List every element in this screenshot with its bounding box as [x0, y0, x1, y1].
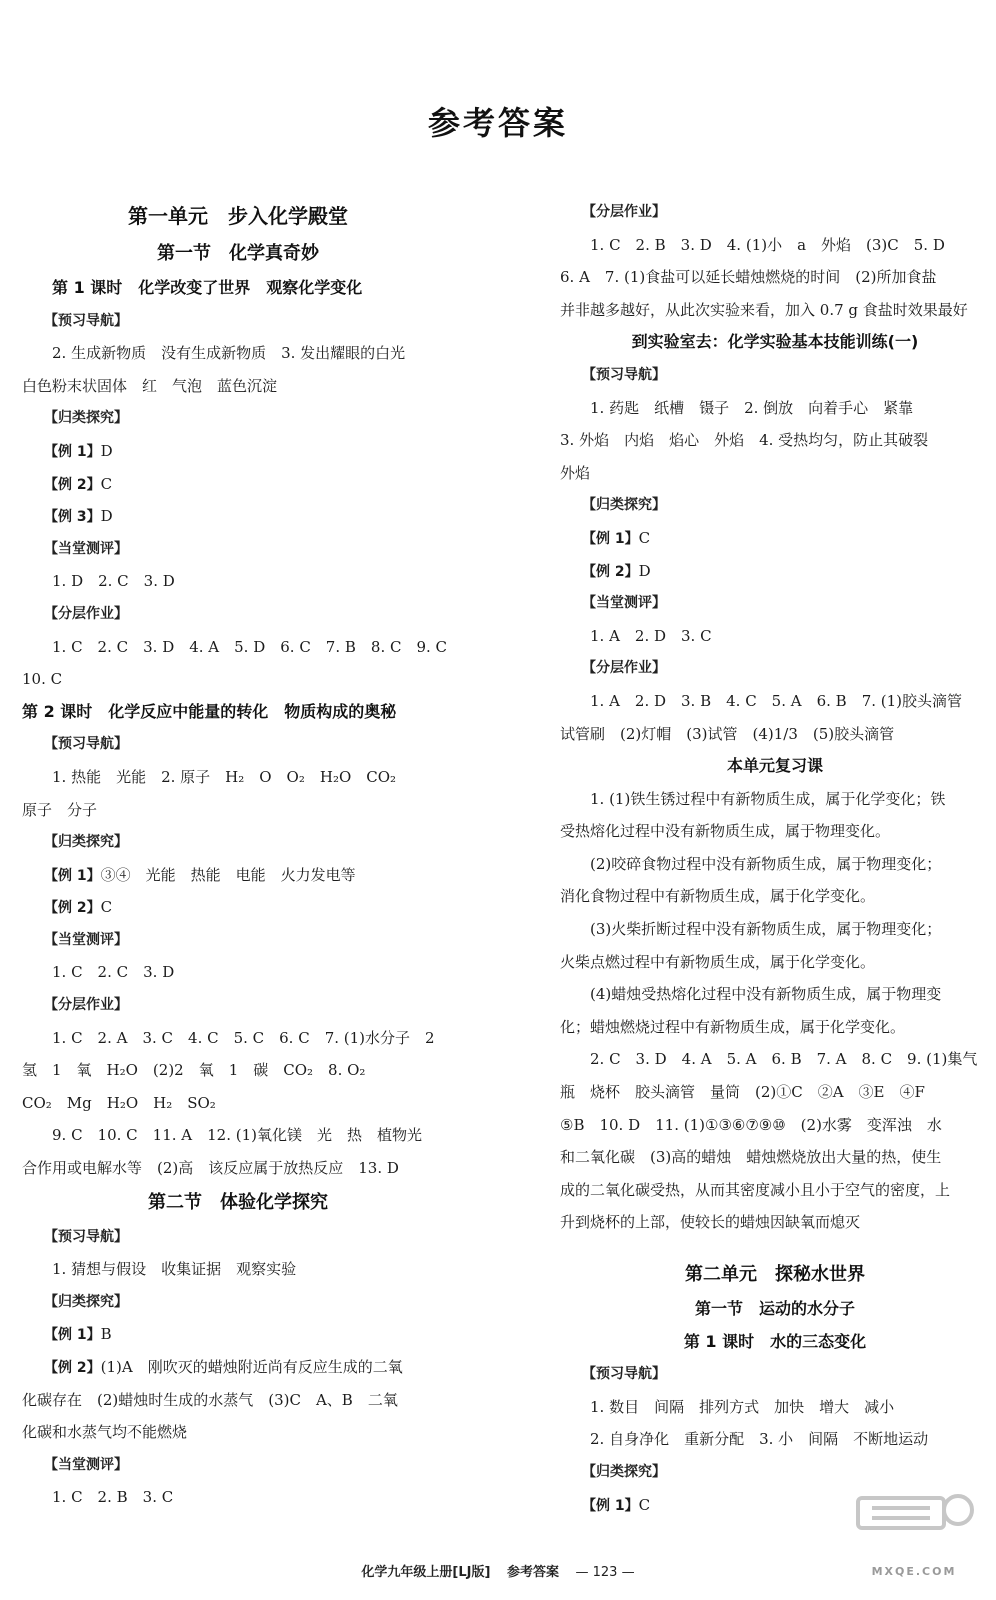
answer-line: 2. C 3. D 4. A 5. A 6. B 7. A 8. C 9. (1)集气 — [590, 1050, 978, 1069]
example-label: 【例 1】 — [44, 1327, 101, 1344]
answer-line: 9. C 10. C 11. A 12. (1)氧化镁 光 热 植物光 — [52, 1126, 422, 1145]
right-column — [560, 196, 990, 1521]
example-label: 【例 2】 — [582, 563, 639, 580]
answer-line: 成的二氧化碳受热，从而其密度减小且小于空气的密度，上 — [560, 1180, 951, 1199]
watermark-logo-icon — [850, 1492, 978, 1572]
answer-line: 化碳存在 (2)蜡烛时生成的水蒸气 (3)C A、B 二氧 — [22, 1390, 398, 1409]
answer-line: CO₂ Mg H₂O H₂ SO₂ — [22, 1093, 216, 1112]
lesson-heading: 第一节 运动的水分子 — [694, 1299, 855, 1318]
answer-line: 消化食物过程中有新物质生成，属于化学变化。 — [560, 887, 876, 906]
answer-line: 白色粉末状固体 红 气泡 蓝色沉淀 — [22, 376, 278, 395]
answer-line: 1. 药匙 纸槽 镊子 2. 倒放 向着手心 紧靠 — [590, 398, 914, 417]
example-answer: D — [100, 441, 113, 460]
subsection-tag: 【预习导航】 — [44, 1228, 128, 1245]
subsection-tag: 【预习导航】 — [582, 366, 666, 383]
example-answer: D — [638, 561, 651, 580]
lesson-heading: 第 1 课时 水的三态变化 — [683, 1331, 867, 1351]
example-answer: (1)A 刚吹灭的蜡烛附近尚有反应生成的二氧 — [100, 1358, 403, 1376]
answer-line: (3)火柴折断过程中没有新物质生成，属于物理变化； — [590, 920, 942, 939]
subsection-tag: 【当堂测评】 — [44, 931, 128, 948]
example-answer: C — [638, 528, 651, 547]
answer-line: 升到烧杯的上部，使较长的蜡烛因缺氧而熄灭 — [560, 1213, 861, 1232]
answer-line: 1. C 2. B 3. D 4. (1)小 a 外焰 (3)C 5. D — [590, 235, 945, 254]
lesson-heading: 第 1 课时 化学改变了世界 观察化学变化 — [52, 278, 363, 297]
example-label: 【例 1】 — [44, 867, 101, 884]
footer-book-title: 化学九年级上册[LJ版] — [361, 1565, 491, 1580]
answer-line: 1. C 2. A 3. C 4. C 5. C 6. C 7. (1)水分子 2 — [52, 1028, 435, 1047]
answer-line: 2. 生成新物质 没有生成新物质 3. 发出耀眼的白光 — [52, 344, 406, 363]
answer-line: 火柴点燃过程中有新物质生成，属于化学变化。 — [560, 952, 876, 971]
footer-section-title: 参考答案 — [506, 1565, 559, 1580]
example-label: 【例 1】 — [582, 1497, 639, 1514]
section-heading: 第二单元 探秘水世界 — [685, 1264, 865, 1285]
answer-line: 和二氧化碳 (3)高的蜡烛 蜡烛燃烧放出大量的热，使生 — [560, 1148, 942, 1167]
page-footer — [0, 1561, 996, 1580]
example-answer-line — [22, 891, 454, 924]
answer-line: 原子 分子 — [22, 800, 98, 819]
subsection-tag: 【预习导航】 — [44, 736, 128, 753]
example-label: 【例 1】 — [582, 530, 639, 547]
subsection-tag: 【归类探究】 — [582, 1463, 666, 1480]
lesson-heading: 到实验室去：化学实验基本技能训练(一) — [631, 332, 919, 352]
answer-line: 10. C — [22, 670, 63, 689]
page-title: 参考答案 — [427, 104, 568, 142]
example-answer-line — [22, 1351, 454, 1384]
example-answer-line — [22, 859, 454, 892]
answer-line: 2. 自身净化 重新分配 3. 小 间隔 不断地运动 — [590, 1430, 929, 1449]
example-answer-line — [22, 468, 454, 501]
section-heading: 第二节 体验化学探究 — [148, 1191, 328, 1213]
subsection-tag: 【当堂测评】 — [44, 540, 128, 557]
example-answer: D — [100, 507, 113, 526]
example-answer-line — [560, 522, 990, 555]
answer-line: 1. C 2. C 3. D — [52, 963, 175, 982]
subsection-tag: 【预习导航】 — [582, 1366, 666, 1383]
example-answer: C — [638, 1495, 651, 1514]
subsection-tag: 【归类探究】 — [44, 1293, 128, 1310]
answer-line: 合作用或电解水等 (2)高 该反应属于放热反应 13. D — [22, 1159, 399, 1178]
example-answer-line — [22, 500, 454, 533]
lesson-heading: 第 2 课时 化学反应中能量的转化 物质构成的奥秘 — [22, 701, 397, 721]
subsection-tag: 【分层作业】 — [44, 997, 128, 1014]
spacer — [560, 1239, 990, 1257]
answer-line: 6. A 7. (1)食盐可以延长蜡烛燃烧的时间 (2)所加食盐 — [560, 268, 937, 287]
example-label: 【例 2】 — [44, 900, 101, 917]
subsection-tag: 【当堂测评】 — [44, 1456, 128, 1473]
subsection-tag: 【分层作业】 — [44, 605, 128, 622]
answer-line: 瓶 烧杯 胶头滴管 量筒 (2)①C ②A ③E ④F — [560, 1083, 925, 1102]
answer-line: 1. 猜想与假设 收集证据 观察实验 — [52, 1260, 297, 1279]
example-answer: ③④ 光能 热能 电能 火力发电等 — [100, 865, 356, 884]
subsection-tag: 【分层作业】 — [582, 204, 666, 220]
example-answer-line — [22, 1318, 454, 1351]
subsection-tag: 【归类探究】 — [582, 497, 666, 514]
answer-line: ⑤B 10. D 11. (1)①③⑥⑦⑨⑩ (2)水雾 变浑浊 水 — [560, 1115, 942, 1134]
example-label: 【例 3】 — [44, 509, 101, 526]
subsection-tag: 【分层作业】 — [582, 660, 666, 677]
answer-line: 1. 数目 间隔 排列方式 加快 增大 减小 — [590, 1397, 895, 1416]
watermark-text: MXQE.COM — [871, 1565, 957, 1578]
example-label: 【例 2】 — [44, 476, 101, 493]
answer-line: 外焰 — [560, 463, 591, 482]
example-answer: C — [100, 474, 113, 493]
subsection-tag: 【归类探究】 — [44, 834, 128, 851]
answer-line: 1. C 2. C 3. D 4. A 5. D 6. C 7. B 8. C 9. C — [52, 637, 448, 656]
example-label: 【例 1】 — [44, 443, 101, 460]
answer-line: 3. 外焰 内焰 焰心 外焰 4. 受热均匀，防止其破裂 — [560, 431, 929, 450]
footer-page-number: — 123 — — [575, 1565, 635, 1580]
section-heading: 第一节 化学真奇妙 — [157, 243, 319, 264]
answer-line: 化碳和水蒸气均不能燃烧 — [22, 1423, 188, 1442]
answer-line: (4)蜡烛受热熔化过程中没有新物质生成，属于物理变 — [590, 985, 942, 1004]
answer-line: 化；蜡烛燃烧过程中有新物质生成，属于化学变化。 — [560, 1017, 906, 1036]
answer-line: (2)咬碎食物过程中没有新物质生成，属于物理变化； — [590, 854, 942, 873]
lesson-heading: 本单元复习课 — [726, 756, 823, 776]
subsection-tag: 【归类探究】 — [44, 410, 128, 427]
subsection-tag: 【预习导航】 — [44, 312, 128, 329]
answer-line: 1. A 2. D 3. B 4. C 5. A 6. B 7. (1)胶头滴管 — [590, 691, 963, 710]
answer-line: 并非越多越好，从此次实验来看，加入 0.7 g 食盐时效果最好 — [560, 300, 968, 319]
answer-line: 1. (1)铁生锈过程中有新物质生成，属于化学变化；铁 — [590, 789, 946, 808]
answer-line: 氢 1 氧 H₂O (2)2 氧 1 碳 CO₂ 8. O₂ — [22, 1061, 366, 1080]
example-label: 【例 2】 — [44, 1360, 101, 1376]
example-answer-line — [22, 435, 454, 468]
answer-line: 1. D 2. C 3. D — [52, 572, 175, 591]
answer-line: 1. C 2. B 3. C — [52, 1488, 174, 1507]
answer-line: 1. 热能 光能 2. 原子 H₂ O O₂ H₂O CO₂ — [52, 767, 397, 786]
unit-heading: 第一单元 步入化学殿堂 — [128, 204, 348, 228]
example-answer: B — [100, 1325, 112, 1344]
example-answer-line — [560, 555, 990, 588]
example-answer: C — [100, 898, 113, 917]
answer-line: 受热熔化过程中没有新物质生成，属于物理变化。 — [560, 822, 891, 841]
answer-line: 试管刷 (2)灯帽 (3)试管 (4)1/3 (5)胶头滴管 — [560, 724, 895, 743]
left-column — [22, 196, 454, 1514]
subsection-tag: 【当堂测评】 — [582, 595, 666, 612]
answer-line: 1. A 2. D 3. C — [590, 626, 712, 645]
